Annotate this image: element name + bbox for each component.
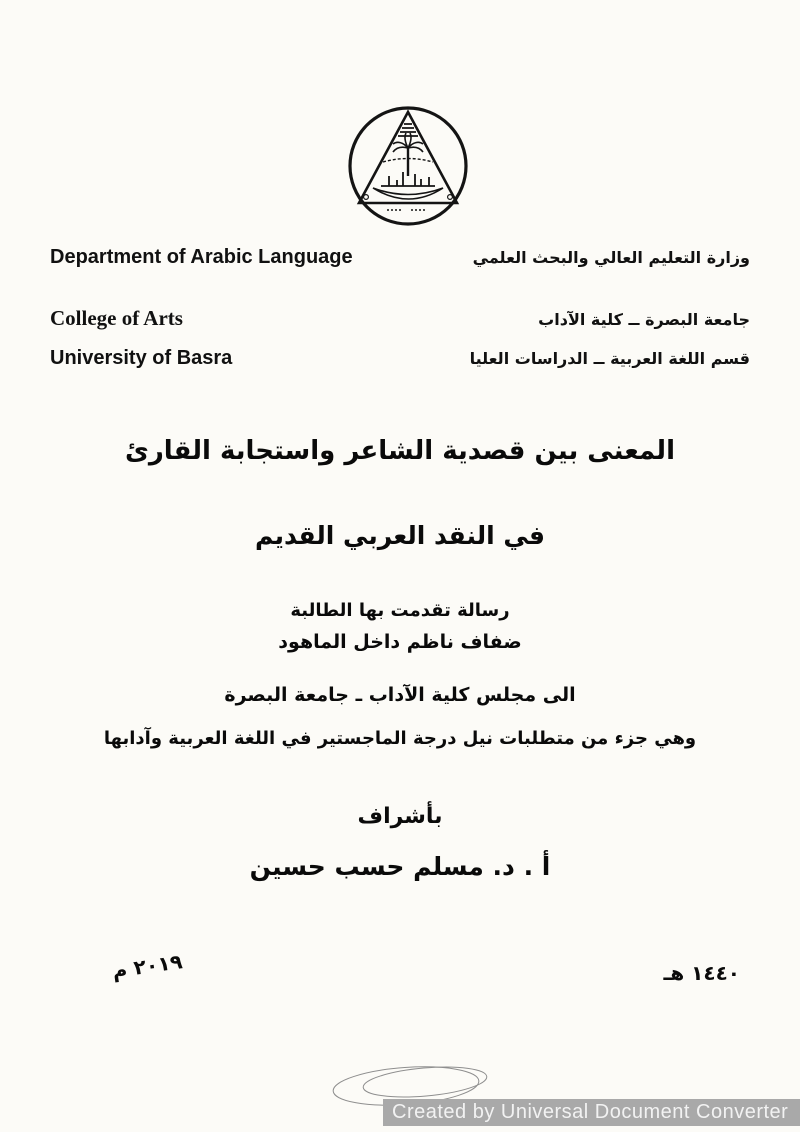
hijri-year: ١٤٤٠ هـ (663, 961, 740, 985)
college-name-en: College of Arts (50, 306, 183, 330)
submission-council: الى مجلس كلية الآداب ـ جامعة البصرة (224, 684, 576, 706)
supervision-label: بأشراف (357, 804, 443, 829)
header-row-university (50, 347, 750, 370)
university-name-en: University of Basra (50, 347, 233, 369)
department-name-en: Department of Arabic Language (50, 246, 353, 268)
watermark-text: Created by Universal Document Converter (392, 1101, 789, 1123)
header-row-ministry (50, 246, 750, 269)
thesis-title-line2: في النقد العربي القديم (254, 521, 546, 550)
gregorian-year: ٢٠١٩ م (110, 949, 184, 983)
university-logo-icon (343, 102, 475, 234)
submission-intro: رسالة تقدمت بها الطالبة (290, 600, 510, 621)
submission-requirement: وهي جزء من متطلبات نيل درجة الماجستير في اللغة العربية وآدابها (103, 728, 697, 749)
university-college-ar: جامعة البصرة ــ كلية الآداب (538, 310, 750, 329)
department-studies-ar: قسم اللغة العربية ــ الدراسات العليا (469, 349, 750, 368)
thesis-title-line1: المعنى بين قصدية الشاعر واستجابة القارئ (125, 436, 675, 466)
ministry-name-ar: وزارة التعليم العالي والبحث العلمي (472, 248, 750, 267)
student-name: ضفاف ناظم داخل الماهود (278, 631, 522, 653)
watermark-bar (383, 1099, 800, 1126)
supervisor-name: أ . د. مسلم حسب حسين (249, 852, 551, 881)
header-row-college (50, 306, 750, 331)
